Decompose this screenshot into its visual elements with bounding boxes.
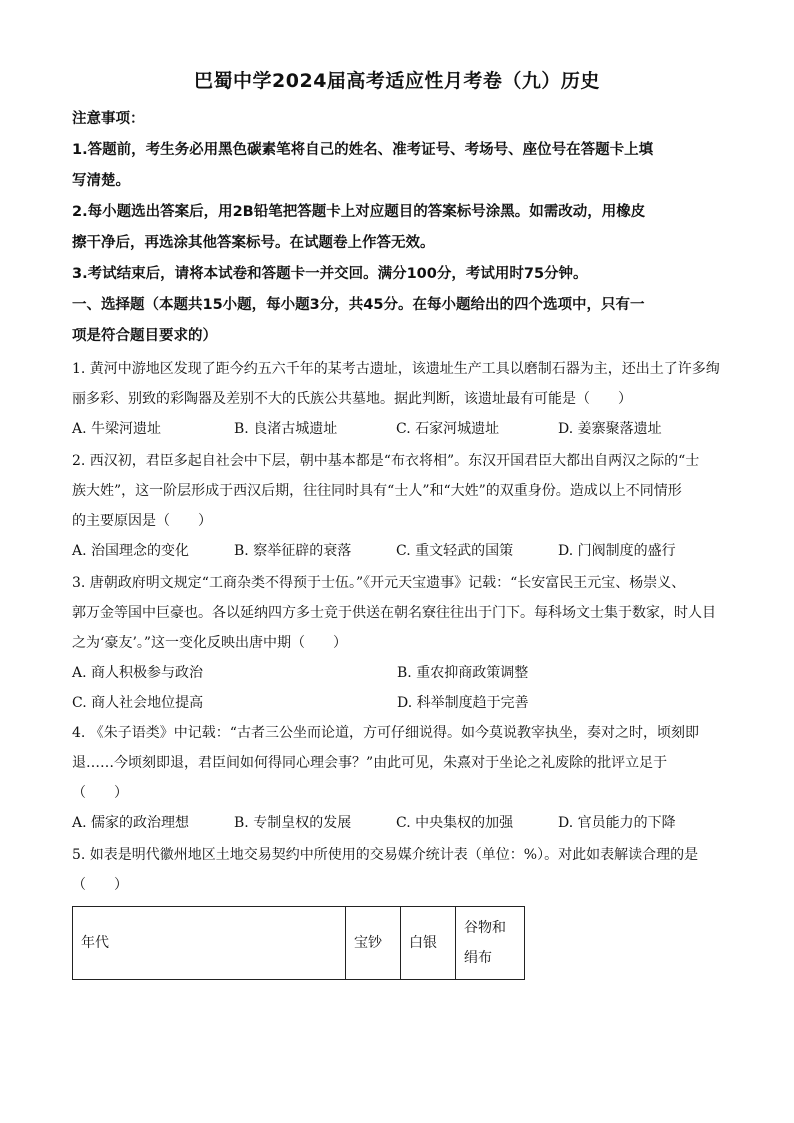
option-a[interactable]: A. 商人积极参与政治 (72, 665, 204, 681)
question-text: 之为‘豪友’。”这一变化反映出唐中期（ ） (72, 635, 348, 651)
question-text: 2. 西汉初，君臣多起自社会中下层，朝中基本都是“布衣将相”。东汉开国君臣大都出自两汉之际的“士 (72, 453, 700, 469)
question-4 (72, 718, 722, 838)
option-b[interactable]: B. 良渚古城遗址 (234, 421, 338, 437)
options-row (72, 688, 722, 718)
option-b[interactable]: B. 察举征辟的衰落 (234, 543, 352, 559)
exam-page (72, 62, 722, 980)
notice-line: 1.答题前，考生务必用黑色碳素笔将自己的姓名、准考证号、考场号、座位号在答题卡上填 (72, 142, 654, 158)
question-text: 的主要原因是（ ） (72, 513, 212, 529)
question-5 (72, 840, 722, 980)
notice-line: 2.每小题选出答案后，用2B铅笔把答题卡上对应题目的答案标号涂黑。如需改动，用橡皮 (72, 204, 646, 220)
options-row (72, 808, 722, 838)
header-cell: 年代 (73, 907, 346, 980)
option-b[interactable]: B. 专制皇权的发展 (234, 815, 352, 831)
question-text: 3. 唐朝政府明文规定“工商杂类不得预于士伍。”《开元天宝遗事》记载：“长安富民王元宝、杨崇义、 (72, 575, 686, 591)
option-a[interactable]: A. 儒家的政治理想 (72, 815, 190, 831)
question-text: 1. 黄河中游地区发现了距今约五六千年的某考古遗址，该遗址生产工具以磨制石器为主，还出土了许多绚 (72, 361, 720, 377)
options-row (72, 658, 722, 688)
answer-blank: （ ） (72, 877, 128, 893)
option-c[interactable]: C. 重文轻武的国策 (396, 543, 514, 559)
option-d[interactable]: D. 门阀制度的盛行 (558, 543, 676, 559)
question-2 (72, 446, 722, 566)
options-row (72, 414, 722, 444)
option-d[interactable]: D. 科举制度趋于完善 (397, 695, 529, 711)
data-table (72, 906, 525, 980)
question-text: 5. 如表是明代徽州地区土地交易契约中所使用的交易媒介统计表（单位：%）。对此如表解读合理的是 (72, 847, 699, 863)
notice-line: 写清楚。 (72, 173, 130, 189)
question-3 (72, 568, 722, 718)
question-text: 退……今顷刻即退，君臣间如何得同心理会事？”由此可见，朱熹对于坐论之礼废除的批评立足于 (72, 755, 668, 771)
question-text: 族大姓”，这一阶层形成于西汉后期，往往同时具有“士人”和“大姓”的双重身份。造成以上不同情形 (72, 483, 682, 499)
answer-blank: （ ） (72, 785, 128, 801)
question-1 (72, 354, 722, 444)
page-title: 巴蜀中学2024届高考适应性月考卷（九）历史 (194, 70, 600, 92)
option-a[interactable]: A. 牛梁河遗址 (72, 421, 162, 437)
option-d[interactable]: D. 官员能力的下降 (558, 815, 676, 831)
option-b[interactable]: B. 重农抑商政策调整 (397, 665, 529, 681)
header-cell-line: 谷物和 (464, 920, 506, 936)
option-c[interactable]: C. 中央集权的加强 (396, 815, 514, 831)
section-heading-cont: 项是符合题目要求的） (72, 328, 217, 344)
question-text: 郭万金等国中巨豪也。各以延纳四方多士竞于供送在朝名寮往往出于门下。每科场文士集于数家，时人目 (72, 605, 716, 621)
options-row (72, 536, 722, 566)
option-a[interactable]: A. 治国理念的变化 (72, 543, 190, 559)
header-cell: 宝钞 (346, 907, 401, 980)
option-c[interactable]: C. 石家河城遗址 (396, 421, 500, 437)
notice-line: 擦干净后，再选涂其他答案标号。在试题卷上作答无效。 (72, 235, 435, 251)
section-heading: 一、选择题（本题共15小题，每小题3分，共45分。在每小题给出的四个选项中，只有一 (72, 297, 645, 313)
header-cell (456, 907, 525, 980)
question-text: 丽多彩、别致的彩陶器及差别不大的氏族公共墓地。据此判断，该遗址最有可能是（ ） (72, 391, 632, 407)
notice-line: 3.考试结束后，请将本试卷和答题卡一并交回。满分100分，考试用时75分钟。 (72, 266, 588, 282)
header-cell: 白银 (401, 907, 456, 980)
option-c[interactable]: C. 商人社会地位提高 (72, 695, 204, 711)
table-header-row (73, 907, 525, 980)
question-text: 4. 《朱子语类》中记载：“古者三公坐而论道，方可仔细说得。如今莫说教宰执坐，奏对之时，顷刻即 (72, 725, 699, 741)
notice-heading: 注意事项： (72, 111, 145, 127)
option-d[interactable]: D. 姜寨聚落遗址 (558, 421, 662, 437)
header-cell-line: 绢布 (464, 950, 492, 966)
